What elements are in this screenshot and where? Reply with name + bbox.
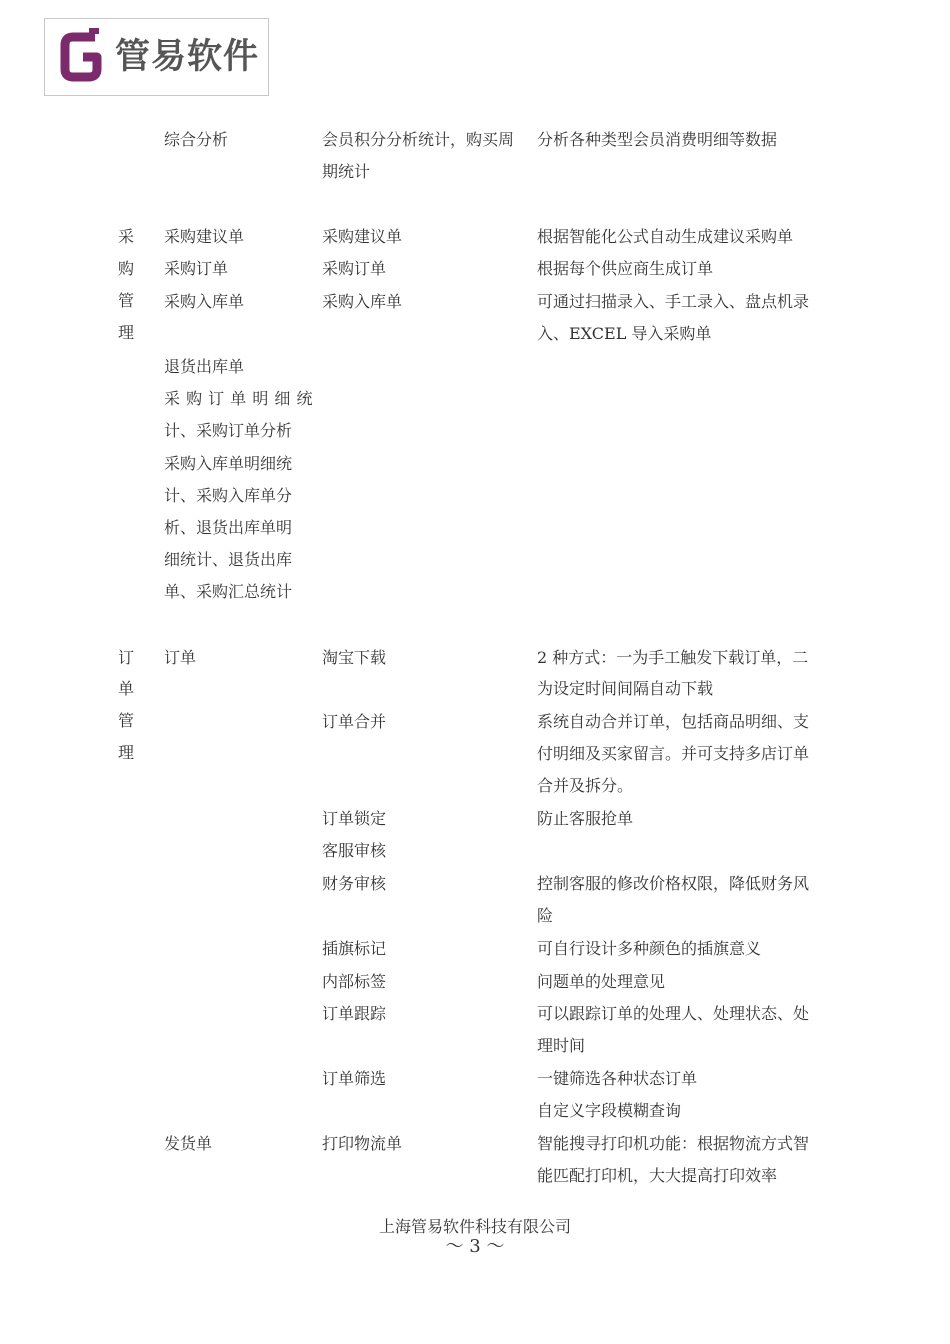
feature-name: 订单筛选 (322, 1069, 387, 1088)
function-name: 采 购 订 单 明 细 统 (164, 389, 314, 408)
feature-description: 系统自动合并订单，包括商品明细、支 (537, 712, 810, 731)
feature-name: 会员积分分析统计，购买周 (322, 130, 515, 149)
feature-description: 自定义字段模糊查询 (537, 1101, 682, 1120)
section-label-char: 订 (118, 648, 135, 667)
feature-description: 可通过扫描录入、手工录入、盘点机录 (537, 292, 810, 311)
section-label-char: 管 (118, 291, 135, 310)
section-label-char: 购 (118, 259, 135, 278)
feature-description: 问题单的处理意见 (537, 972, 666, 991)
feature-description: 根据每个供应商生成订单 (537, 259, 714, 278)
feature-name: 订单锁定 (322, 809, 387, 828)
section-label-char: 采 (118, 227, 135, 246)
function-name-cont: 单、采购汇总统计 (164, 582, 293, 601)
feature-name: 采购建议单 (322, 227, 403, 246)
feature-description-cont: 能匹配打印机，大大提高打印效率 (537, 1166, 778, 1185)
feature-name: 采购订单 (322, 259, 387, 278)
function-name-cont: 析、退货出库单明 (164, 518, 293, 537)
section-label-char: 理 (118, 743, 135, 762)
feature-description: 一键筛选各种状态订单 (537, 1069, 698, 1088)
feature-name-cont: 期统计 (322, 162, 371, 181)
feature-description: 智能搜寻打印机功能：根据物流方式智 (537, 1134, 810, 1153)
company-logo (44, 18, 269, 96)
feature-description: 根据智能化公式自动生成建议采购单 (537, 227, 794, 246)
function-name: 综合分析 (164, 130, 229, 149)
function-name: 发货单 (164, 1134, 213, 1153)
feature-name: 打印物流单 (322, 1134, 403, 1153)
feature-description: 可自行设计多种颜色的插旗意义 (537, 939, 762, 958)
feature-description-cont: 为设定时间间隔自动下载 (537, 679, 714, 698)
section-label-char: 理 (118, 323, 135, 342)
logo-text: 管易软件 (115, 37, 260, 77)
footer-company-name: 上海管易软件科技有限公司 (378, 1217, 571, 1236)
logo-g-mark-icon (59, 27, 103, 87)
function-name: 订单 (164, 648, 197, 667)
feature-description: 可以跟踪订单的处理人、处理状态、处 (537, 1004, 810, 1023)
feature-name: 订单合并 (322, 712, 387, 731)
feature-name: 内部标签 (322, 972, 387, 991)
feature-name: 客服审核 (322, 841, 387, 860)
feature-name: 插旗标记 (322, 939, 387, 958)
function-name: 采购建议单 (164, 227, 245, 246)
function-name: 采购订单 (164, 259, 229, 278)
function-name-cont: 计、采购入库单分 (164, 486, 293, 505)
feature-name: 订单跟踪 (322, 1004, 387, 1023)
function-name-cont: 细统计、退货出库 (164, 550, 293, 569)
page-number: ～ 3 ～ (445, 1236, 505, 1257)
feature-name: 淘宝下载 (322, 648, 387, 667)
section-label-char: 管 (118, 711, 135, 730)
feature-description-cont: 入、EXCEL 导入采购单 (537, 324, 712, 343)
feature-description: 防止客服抢单 (537, 809, 634, 828)
feature-description-cont: 理时间 (537, 1036, 586, 1055)
feature-name: 财务审核 (322, 874, 387, 893)
function-name: 退货出库单 (164, 357, 245, 376)
feature-description-cont: 险 (537, 906, 554, 925)
feature-description: 分析各种类型会员消费明细等数据 (537, 130, 778, 149)
feature-name: 采购入库单 (322, 292, 403, 311)
feature-description-cont: 合并及拆分。 (537, 776, 634, 795)
function-name: 采购入库单明细统 (164, 454, 293, 473)
function-name-cont: 计、采购订单分析 (164, 421, 293, 440)
feature-description: 2 种方式：一为手工触发下载订单，二 (537, 648, 809, 667)
feature-description-cont: 付明细及买家留言。并可支持多店订单 (537, 744, 810, 763)
feature-description: 控制客服的修改价格权限，降低财务风 (537, 874, 810, 893)
function-name: 采购入库单 (164, 292, 245, 311)
section-label-char: 单 (118, 679, 135, 698)
